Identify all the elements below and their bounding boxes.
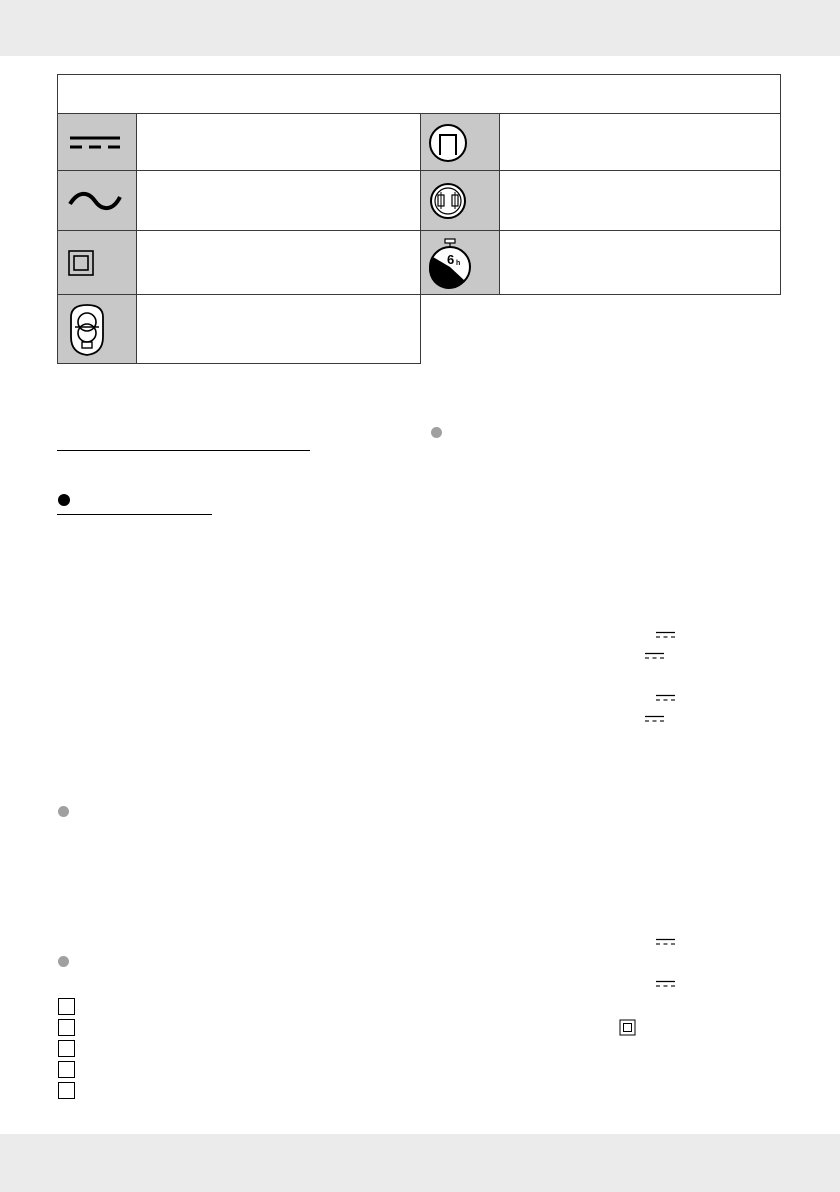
page-header-band: [0, 0, 840, 56]
direct-current-icon: [644, 652, 666, 660]
symbol-table-header: [57, 74, 781, 114]
direct-current-icon: [655, 938, 677, 946]
transformer-symbol-description: [136, 294, 421, 364]
polarity-symbol-description: [499, 170, 781, 231]
timer-symbol-cell: [420, 230, 500, 295]
svg-text:h: h: [456, 260, 461, 267]
dc-symbol-cell: [57, 113, 137, 171]
indoor-symbol-cell: [420, 113, 500, 171]
polarity-icon: [421, 171, 501, 232]
transformer-symbol-cell: [57, 294, 137, 364]
protection-class-ii-icon: [619, 1019, 636, 1036]
polarity-symbol-cell: [420, 170, 500, 231]
indoor-symbol-description: [499, 113, 781, 171]
safety-isolating-transformer-icon: [58, 295, 138, 365]
direct-current-icon: [58, 114, 138, 172]
grey-bullet-icon: [58, 806, 69, 817]
section-bullet-icon: [58, 494, 70, 506]
subsection-heading-underline: [57, 514, 212, 515]
checkbox-icon: [58, 1040, 75, 1057]
checkbox-icon: [58, 1019, 75, 1036]
grey-bullet-icon: [58, 956, 69, 967]
ac-symbol-description: [136, 170, 421, 231]
class-ii-symbol-description: [136, 230, 421, 295]
timer-6h-icon: [421, 231, 501, 296]
section-heading-underline: [57, 450, 310, 451]
direct-current-icon: [655, 694, 677, 702]
page-footer-band: [0, 1134, 840, 1192]
svg-text:6: 6: [447, 252, 455, 267]
grey-bullet-icon: [431, 427, 442, 438]
direct-current-icon: [655, 980, 677, 988]
dc-symbol-description: [136, 113, 421, 171]
class-ii-symbol-cell: [57, 230, 137, 295]
checkbox-icon: [58, 1061, 75, 1078]
timer-symbol-description: [499, 230, 781, 295]
checkbox-icon: [58, 998, 75, 1015]
direct-current-icon: [655, 631, 677, 639]
indoor-use-icon: [421, 114, 501, 172]
protection-class-ii-icon: [58, 231, 138, 296]
direct-current-icon: [644, 715, 666, 723]
checkbox-icon: [58, 1082, 75, 1099]
ac-symbol-cell: [57, 170, 137, 231]
alternating-current-icon: [58, 171, 138, 232]
